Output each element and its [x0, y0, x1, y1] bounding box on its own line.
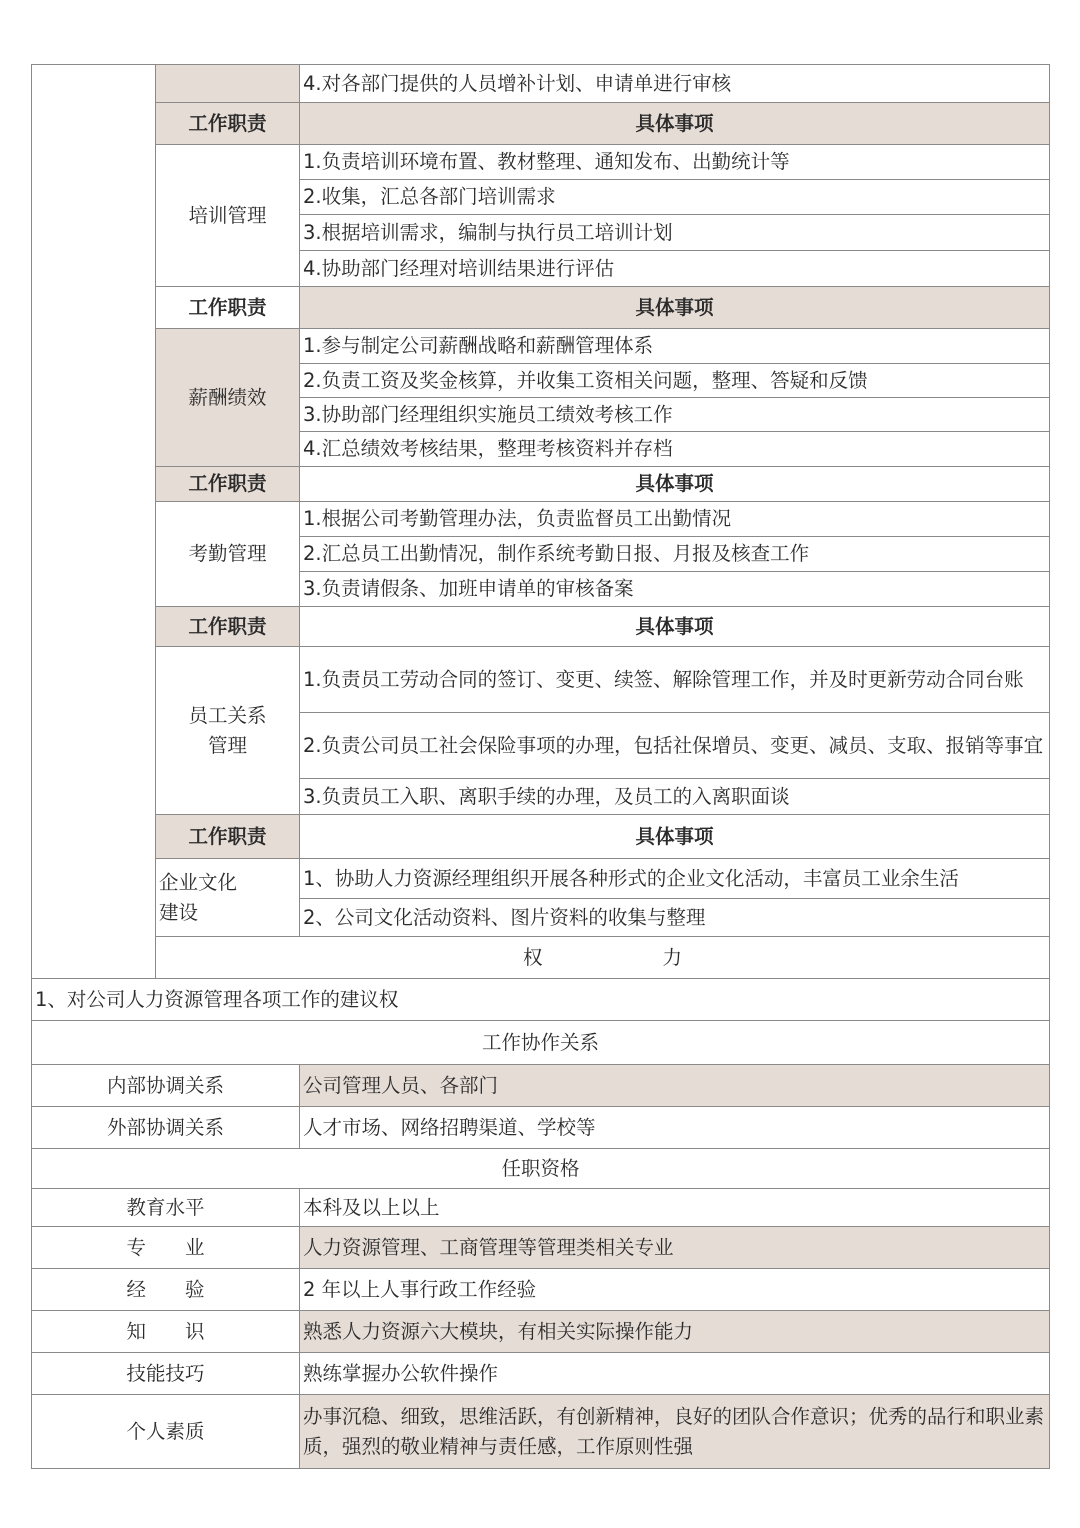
qualification-label: 个人素质 — [32, 1395, 300, 1469]
duty-item: 2.负责工资及奖金核算，并收集工资相关问题，整理、答疑和反馈 — [300, 364, 1050, 398]
duty-category — [156, 647, 300, 815]
job-description-table — [31, 64, 1050, 1469]
detail-column-header: 具体事项 — [300, 287, 1050, 329]
duty-item: 2.汇总员工出勤情况，制作系统考勤日报、月报及核查工作 — [300, 537, 1050, 572]
job-description-page — [31, 64, 1049, 1469]
duty-cell-continuation — [156, 65, 300, 103]
duty-item: 1.根据公司考勤管理办法，负责监督员工出勤情况 — [300, 502, 1050, 537]
internal-relations-value: 公司管理人员、各部门 — [300, 1065, 1050, 1107]
external-relations-value: 人才市场、网络招聘渠道、学校等 — [300, 1107, 1050, 1149]
qualification-label: 专 业 — [32, 1227, 300, 1269]
qualification-value: 熟练掌握办公软件操作 — [300, 1353, 1050, 1395]
authority-item: 1、对公司人力资源管理各项工作的建议权 — [32, 979, 1050, 1021]
qualification-value: 办事沉稳、细致，思维活跃，有创新精神，良好的团队合作意识；优秀的品行和职业素质，强烈的敬业精神与责任感，工作原则性强 — [300, 1395, 1050, 1469]
duty-item: 2、公司文化活动资料、图片资料的收集与整理 — [300, 899, 1050, 937]
duty-item: 4.对各部门提供的人员增补计划、申请单进行审核 — [300, 65, 1050, 103]
qualifications-title: 任职资格 — [32, 1149, 1050, 1189]
detail-column-header: 具体事项 — [300, 103, 1050, 145]
duty-column-header: 工作职责 — [156, 103, 300, 145]
authority-title-part: 权 — [522, 945, 543, 969]
duty-item: 2.负责公司员工社会保险事项的办理，包括社保增员、变更、减员、支取、报销等事宜 — [300, 713, 1050, 779]
duty-item: 4.汇总绩效考核结果，整理考核资料并存档 — [300, 432, 1050, 467]
qualification-value: 人力资源管理、工商管理等管理类相关专业 — [300, 1227, 1050, 1269]
qualification-label: 知 识 — [32, 1311, 300, 1353]
left-spacer-cell — [32, 65, 156, 979]
duty-item: 4.协助部门经理对培训结果进行评估 — [300, 251, 1050, 287]
internal-relations-label: 内部协调关系 — [32, 1065, 300, 1107]
detail-column-header: 具体事项 — [300, 815, 1050, 859]
duty-item: 1、协助人力资源经理组织开展各种形式的企业文化活动，丰富员工业余生活 — [300, 859, 1050, 899]
qualification-label: 技能技巧 — [32, 1353, 300, 1395]
duty-category-line: 管理 — [207, 733, 247, 757]
qualification-value: 熟悉人力资源六大模块，有相关实际操作能力 — [300, 1311, 1050, 1353]
duty-item: 3.根据培训需求，编制与执行员工培训计划 — [300, 215, 1050, 251]
qualification-label: 教育水平 — [32, 1189, 300, 1227]
duty-category: 薪酬绩效 — [156, 329, 300, 467]
duty-category — [156, 859, 300, 937]
detail-column-header: 具体事项 — [300, 467, 1050, 502]
qualification-value: 本科及以上以上 — [300, 1189, 1050, 1227]
external-relations-label: 外部协调关系 — [32, 1107, 300, 1149]
duty-column-header: 工作职责 — [156, 607, 300, 647]
qualification-value: 2 年以上人事行政工作经验 — [300, 1269, 1050, 1311]
duty-item: 3.负责员工入职、离职手续的办理，及员工的入离职面谈 — [300, 779, 1050, 815]
duty-item: 1.负责员工劳动合同的签订、变更、续签、解除管理工作，并及时更新劳动合同台账 — [300, 647, 1050, 713]
qualification-label: 经 验 — [32, 1269, 300, 1311]
authority-title-part: 力 — [662, 945, 683, 969]
duty-item: 3.协助部门经理组织实施员工绩效考核工作 — [300, 398, 1050, 432]
duty-item: 3.负责请假条、加班申请单的审核备案 — [300, 572, 1050, 607]
duty-item: 1.负责培训环境布置、教材整理、通知发布、出勤统计等 — [300, 145, 1050, 180]
duty-column-header: 工作职责 — [156, 467, 300, 502]
authority-title — [156, 937, 1050, 979]
duty-category: 培训管理 — [156, 145, 300, 287]
duty-category-line: 建设 — [159, 900, 199, 924]
detail-column-header: 具体事项 — [300, 607, 1050, 647]
duty-column-header: 工作职责 — [156, 287, 300, 329]
duty-item: 1.参与制定公司薪酬战略和薪酬管理体系 — [300, 329, 1050, 364]
duty-category-line: 企业文化 — [159, 870, 238, 894]
duty-category-line: 员工关系 — [188, 703, 267, 727]
duty-category: 考勤管理 — [156, 502, 300, 607]
duty-item: 2.收集，汇总各部门培训需求 — [300, 180, 1050, 215]
duty-column-header: 工作职责 — [156, 815, 300, 859]
relations-title: 工作协作关系 — [32, 1021, 1050, 1065]
